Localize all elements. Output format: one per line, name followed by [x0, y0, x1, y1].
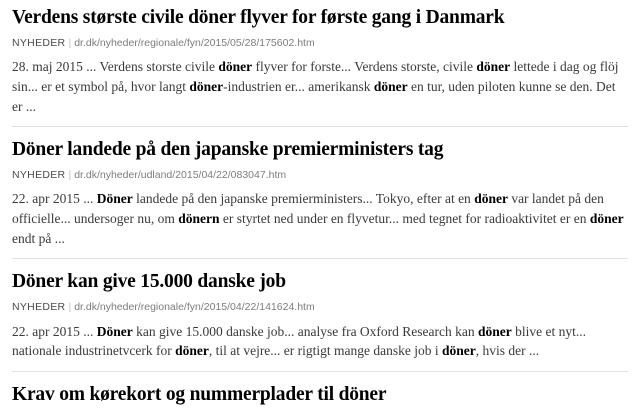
- search-result-item: [12, 383, 628, 416]
- result-meta: [12, 37, 628, 50]
- result-title-link[interactable]: Döner landede på den japanske premierministers tag: [12, 139, 444, 161]
- result-title-link[interactable]: Verdens største civile döner flyver for første gang i Danmark: [12, 7, 505, 28]
- result-section-label: NYHEDER: [12, 36, 66, 49]
- result-title-link[interactable]: Krav om kørekort og nummerplader til döner: [12, 383, 387, 405]
- result-url[interactable]: dr.dk/nyheder/regionale/fyn/2015/04/22/141624.htm: [74, 300, 315, 313]
- result-meta: [12, 301, 628, 314]
- search-result-item: [12, 270, 628, 372]
- result-section-label: NYHEDER: [12, 168, 66, 181]
- result-snippet: 28. maj 2015 ... Verdens storste civile döner flyver for forste... Verdens storste, civile döner lettede i dag og flöj sin... er et symbol på, hvor langt döner-industrien er... amerikansk döner en tur, uden piloten kunne se den. Det er ...: [12, 59, 619, 114]
- meta-separator: |: [68, 36, 72, 49]
- result-title-link[interactable]: Döner kan give 15.000 danske job: [12, 271, 286, 293]
- result-section-label: NYHEDER: [12, 300, 66, 313]
- result-meta: [12, 169, 628, 182]
- result-url[interactable]: dr.dk/nyheder/udland/2015/04/22/083047.htm: [74, 168, 287, 181]
- meta-separator: |: [68, 168, 72, 181]
- result-snippet: 22. apr 2015 ... Döner kan give 15.000 danske job... analyse fra Oxford Research kan döner blive et nyt... nationale industrinetvcerk for döner, til at vejre... er rigtigt mange danske job i döner, hvis der ...: [12, 323, 587, 359]
- result-url[interactable]: dr.dk/nyheder/regionale/fyn/2015/05/28/175602.htm: [74, 36, 315, 49]
- meta-separator: |: [68, 300, 72, 313]
- search-result-item: [12, 6, 628, 127]
- search-result-item: [12, 138, 628, 259]
- result-snippet: 22. apr 2015 ... Döner landede på den japanske premierministers... Tokyo, efter at en döner var landet på den officielle... undersoger nu, om dönern er styrtet ned under en flyvetur... med tegnet for radioaktivitet er en döner endt på ...: [12, 191, 624, 246]
